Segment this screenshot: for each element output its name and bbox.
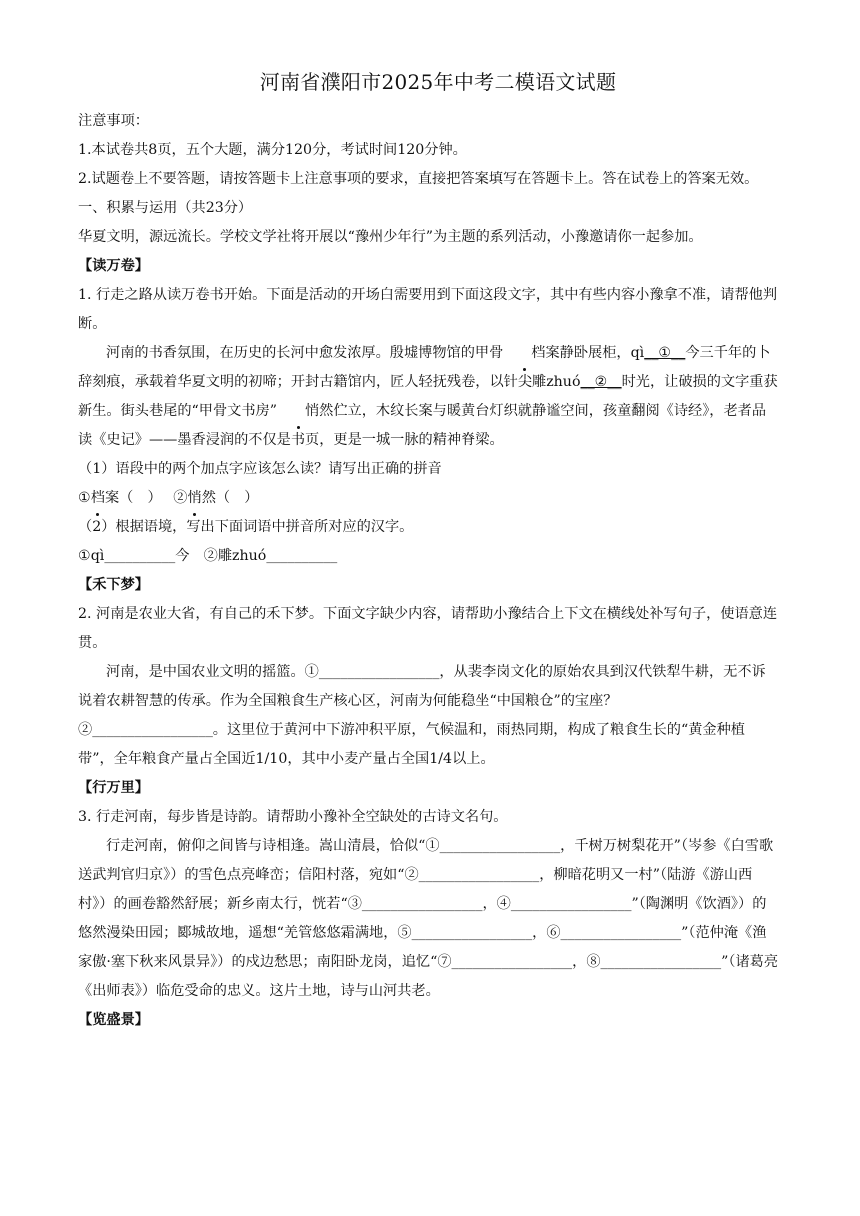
- question-1-passage: [78, 339, 778, 455]
- notes-heading: 注意事项：: [78, 113, 149, 129]
- dotted-char: 档: [503, 339, 545, 368]
- page-title: 河南省濮阳市2025年中考二模语文试题: [259, 70, 617, 94]
- sub-question-1-answer: [78, 484, 778, 513]
- dotted-char: 悄: [187, 484, 201, 513]
- passage-text: 案静卧展柜，qì: [545, 345, 645, 361]
- sub-question-1: （1）语段中的两个加点字应该怎么读？请写出正确的拼音: [78, 461, 442, 477]
- part1-intro: 华夏文明，源远流长。学校文学社将开展以“豫州少年行”为主题的系列活动，小豫邀请你一起参加。: [78, 229, 703, 245]
- exam-page: [78, 66, 778, 1035]
- question-2-passage-a: 河南，是中国农业文明的摇篮。①_________________，从裴李岗文化的原始农具到汉代铁犁牛耕，无不诉说着农耕智慧的传承。作为全国粮食生产核心区，河南为何能稳坐“中国粮仓”的宝座？: [78, 664, 766, 709]
- question-3-passage: 行走河南，俯仰之间皆与诗相逢。嵩山清晨，恰似“①_________________，千树万树梨花开”（岑参《白雪歌送武判官归京》）的雪色点亮峰峦；信阳村落，宛如“②_________________，柳暗花明又一村”（陆游《游山西村》）的画卷豁然舒展；新乡南太行，恍若“③_________________，④_________________”（陶渊明《饮酒》）的悠然漫染田园；郾城故地，遥想“羌管悠悠霜满地，⑤_________________，⑥_________________”（范仲淹《渔家傲·塞下秋来风景异》）的戍边愁思；南阳卧龙岗，追忆“⑦_________________，⑧_________________”（诸葛亮《出师表》）临危受命的忠义。这片土地，诗与山河共老。: [78, 838, 779, 999]
- answer-text: 然（ ）: [201, 490, 259, 506]
- dotted-char: 悄: [277, 397, 319, 426]
- question-2-passage-b: ②_________________。这里位于黄河中下游冲积平原，气候温和，雨热同期，构成了粮食生长的“黄金种植带”，全年粮食产量占全国近1/10，其中小麦产量占全国1/4以上。: [78, 722, 745, 767]
- section-tag-lan-sheng-jing: 【览盛景】: [78, 1012, 149, 1028]
- blank-1: __①__: [644, 345, 686, 361]
- part1-heading: 一、积累与运用（共23分）: [78, 200, 253, 216]
- passage-text: 时光，让破损的文字重获新生。街头巷尾的“甲骨文书房”: [78, 374, 778, 419]
- sub-question-2-answer: ①qì__________今 ②雕zhuó__________: [78, 548, 338, 564]
- section-tag-he-xia-meng: 【禾下梦】: [78, 577, 149, 593]
- question-3: 3. 行走河南，每步皆是诗韵。请帮助小豫补全空缺处的古诗文名句。: [78, 809, 508, 825]
- dotted-char: 档: [91, 484, 105, 513]
- question-1: 1. 行走之路从读万卷书开始。下面是活动的开场白需要用到下面这段文字，其中有些内容小豫拿不准，请帮他判断。: [78, 287, 778, 332]
- passage-text: 今三千年的卜辞刻痕，承载着华夏文明的初啼；开封古籍馆内，匠人轻抚残卷，以针尖雕zhuó: [78, 345, 771, 390]
- blank-2: __②__: [580, 374, 622, 390]
- answer-text: ①: [78, 490, 91, 506]
- note-1: 1.本试卷共8页，五个大题，满分120分，考试时间120分钟。: [78, 142, 467, 158]
- passage-text: 然伫立，木纹长案与暖黄台灯织就静谧空间，孩童翻阅《诗经》，老者品读《史记》——墨香浸润的不仅是书页，更是一城一脉的精神脊梁。: [78, 403, 767, 448]
- passage-text: 河南的书香氛围，在历史的长河中愈发浓厚。殷墟博物馆的甲骨: [106, 345, 504, 361]
- note-2: 2.试题卷上不要答题，请按答题卡上注意事项的要求，直接把答案填写在答题卡上。答在试卷上的答案无效。: [78, 171, 759, 187]
- sub-question-2: （2）根据语境，写出下面词语中拼音所对应的汉字。: [78, 519, 414, 535]
- section-tag-du-wan-juan: 【读万卷】: [78, 258, 149, 274]
- answer-text: 案（ ） ②: [104, 490, 188, 506]
- question-2: 2. 河南是农业大省，有自己的禾下梦。下面文字缺少内容，请帮助小豫结合上下文在横线处补写句子，使语意连贯。: [78, 606, 778, 651]
- section-tag-xing-wan-li: 【行万里】: [78, 780, 149, 796]
